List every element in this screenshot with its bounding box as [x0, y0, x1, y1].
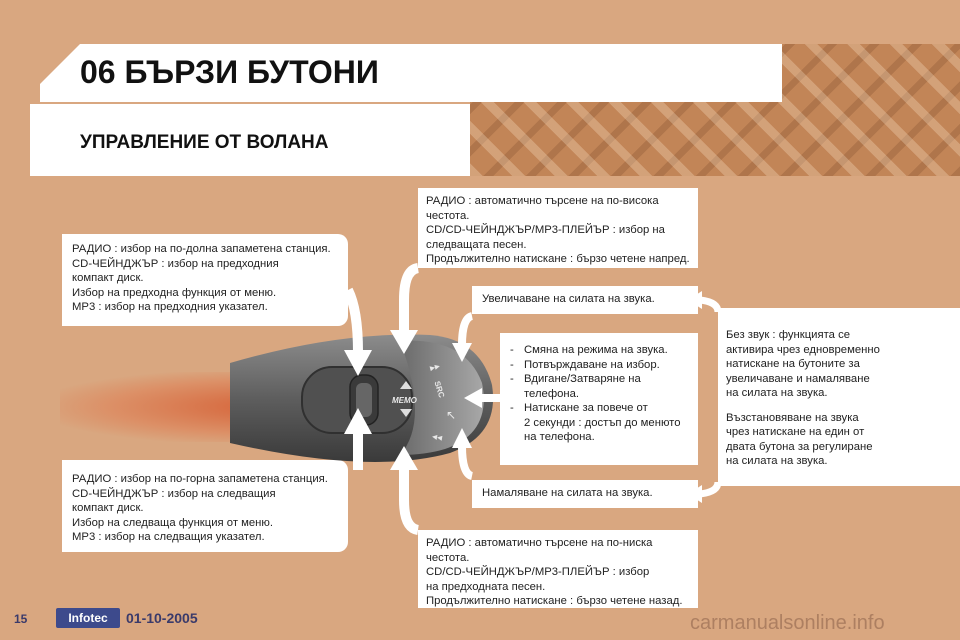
- text-line: - Смяна на режима на звука.: [524, 344, 668, 356]
- text-line: двата бутона за регулиране: [726, 440, 873, 453]
- text-line: следващата песен.: [426, 238, 527, 251]
- arrow-left-icon: [688, 291, 702, 309]
- text-line: на силата на звука.: [726, 387, 828, 399]
- src-label: SRC: [432, 380, 447, 399]
- text-line: CD/CD-ЧЕЙНДЖЪР/MP3-ПЛЕЙЪР : избор: [426, 566, 650, 578]
- phone-icon: ↖: [446, 408, 457, 422]
- arrow-down-icon: [452, 343, 472, 362]
- fast-forward-icon: ▸▸: [428, 360, 442, 375]
- text-line: на телефона.: [524, 431, 595, 443]
- arrow-left-icon: [464, 388, 482, 408]
- arrow-down-icon: [390, 330, 418, 354]
- text-line: честота.: [426, 551, 470, 564]
- text-line: CD-ЧЕЙНДЖЪР : избор на следващия: [72, 487, 276, 500]
- arrow-up-icon: [390, 446, 418, 470]
- arrow-down-icon: [344, 350, 372, 376]
- text-line: Възстановяване на звука: [726, 411, 859, 424]
- infotec-logo: Infotec: [56, 608, 120, 628]
- text-line: - Натискане за повече от: [524, 402, 648, 414]
- text-line: РАДИО : автоматично търсене на по-ниска: [426, 537, 653, 549]
- text-line: Продължително натискане : бързо четене напред.: [426, 253, 690, 265]
- text-line: на силата на звука.: [726, 455, 828, 467]
- section-title: УПРАВЛЕНИЕ ОТ ВОЛАНА: [80, 132, 329, 153]
- text-line: чрез натискане на един от: [726, 426, 865, 438]
- text-line: Без звук : функцията се: [726, 329, 851, 341]
- watermark: carmanualsonline.info: [690, 612, 885, 634]
- print-date: 01-10-2005: [126, 610, 198, 626]
- text-line: - Вдигане/Затваряне на: [524, 373, 641, 385]
- text-line: телефона.: [524, 387, 580, 400]
- text-line: РАДИО : избор на по-долна запаметена станция.: [72, 243, 331, 255]
- arrow-up-icon: [344, 408, 372, 434]
- text-line: 2 секунди : достъп до менюто: [524, 416, 681, 429]
- page-title: 06 БЪРЗИ БУТОНИ: [80, 54, 379, 90]
- volume-down-text: Намаляване на силата на звука.: [482, 487, 653, 499]
- memo-label: MEMO: [392, 396, 417, 405]
- page-number: 15: [14, 612, 28, 626]
- text-line: РАДИО : автоматично търсене на по-висока: [426, 195, 659, 207]
- text-line: CD-ЧЕЙНДЖЪР : избор на предходния: [72, 257, 279, 270]
- fast-rewind-icon: ◂◂: [431, 431, 443, 444]
- text-line: Избор на предходна функция от меню.: [72, 286, 277, 299]
- text-line: CD/CD-ЧЕЙНДЖЪР/MP3-ПЛЕЙЪР : избор на: [426, 224, 665, 236]
- text-line: честота.: [426, 209, 470, 222]
- text-line: РАДИО : избор на по-горна запаметена станция.: [72, 473, 328, 485]
- text-line: Избор на следваща функция от меню.: [72, 516, 274, 529]
- text-line: - Потвърждаване на избор.: [524, 358, 660, 371]
- text-line: компакт диск.: [72, 272, 144, 284]
- text-line: компакт диск.: [72, 502, 144, 514]
- arrow-left-icon: [688, 485, 702, 503]
- text-line: увеличаване и намаляване: [726, 372, 870, 385]
- text-line: на предходната песен.: [426, 580, 546, 593]
- text-line: натискане на бутоните за: [726, 358, 860, 370]
- arrow-up-icon: [452, 428, 472, 448]
- text-line: MP3 : избор на предходния указател.: [72, 301, 268, 313]
- text-line: активира чрез едновременно: [726, 343, 880, 356]
- text-line: MP3 : избор на следващия указател.: [72, 531, 265, 543]
- text-line: Продължително натискане : бързо четене назад.: [426, 595, 683, 607]
- volume-up-text: Увеличаване на силата на звука.: [482, 293, 655, 305]
